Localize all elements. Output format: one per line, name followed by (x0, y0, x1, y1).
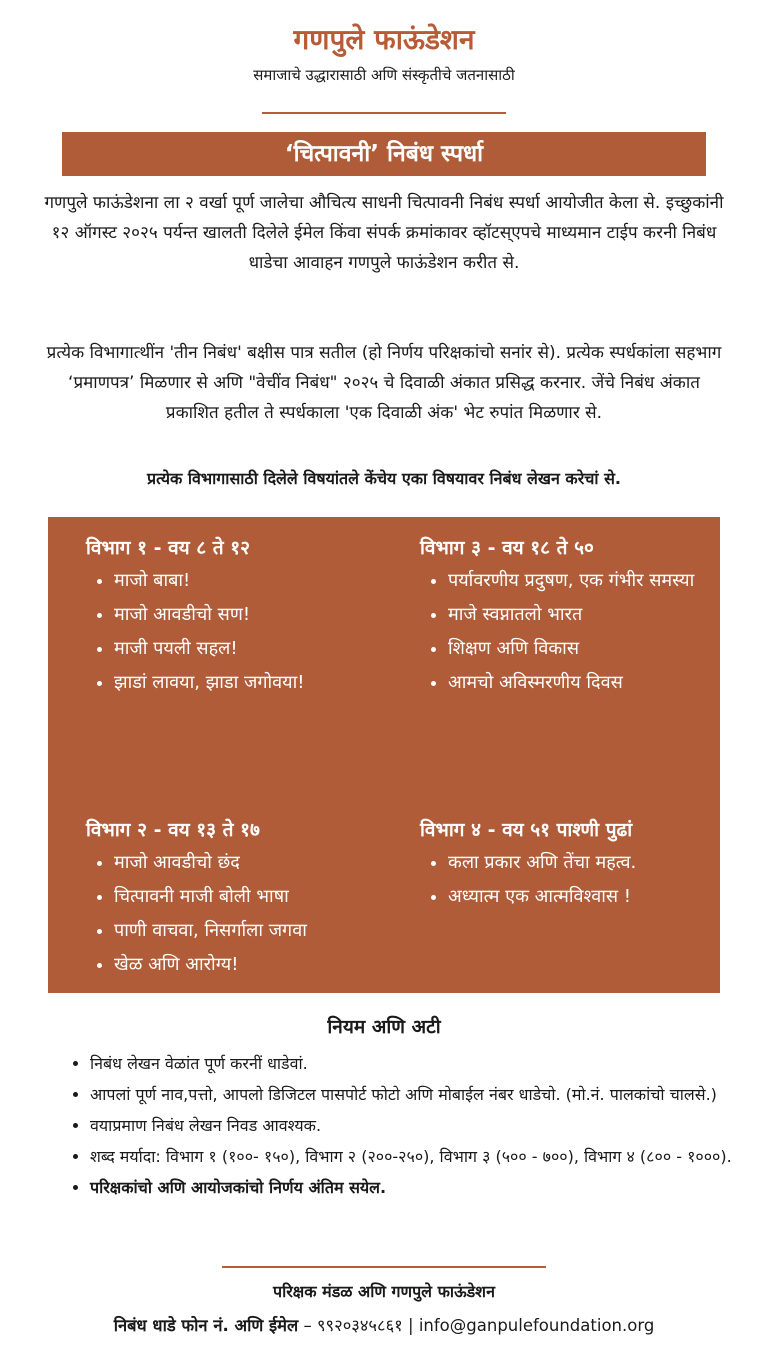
header-divider (262, 112, 506, 114)
topic-item: • माजो आवडीचो छंद (114, 846, 396, 880)
rule-item: • आपलां पूर्ण नाव,पत्तो, आपलो डिजिटल पासपोर्ट फोटो अणि मोबाईल नंबर धाडेचो. (मो.नं. पालकांचो चालसे.) (90, 1079, 750, 1110)
section-2-topics (86, 846, 396, 982)
rules-heading: नियम अणि अटी (327, 1016, 441, 1038)
section-4-topics (420, 846, 720, 914)
prize-paragraph: प्रत्येक विभागात्थींन 'तीन निबंध' बक्षीस पात्र सतील (हो निर्णय परिक्षकांचो सनांर से). प्रत्येक स्पर्धकांला सहभाग ‘प्रमाणपत्र’ मिळणार से अणि "वेचींव निबंध" २०२५ चे दिवाळी अंकात प्रसिद्ध करनार. जेंचे निबंध अंकात प्रकाशित हतील ते स्पर्धकाला 'एक दिवाळी अंक' भेट रुपांत मिळणार से. (46, 343, 722, 423)
topic-item: • चित्पावनी माजी बोली भाषा (114, 880, 396, 914)
contact-line (0, 1313, 768, 1339)
organization-name: गणपुले फाऊंडेशन (293, 23, 475, 56)
footer-divider (222, 1266, 546, 1268)
instruction-text: प्रत्येक विभागासाठी दिलेले विषयांतले केंचेय एका विषयावर निबंध लेखन करेचां से. (146, 469, 622, 488)
topic-item: • खेळ अणि आरोग्य! (114, 948, 396, 982)
topic-item: • शिक्षण अणि विकास (448, 632, 710, 666)
section-4 (420, 814, 720, 914)
contact-email[interactable]: info@ganpulefoundation.org (418, 1316, 655, 1335)
rule-item: • वयाप्रमाण निबंध लेखन निवड आवश्यक. (90, 1110, 750, 1141)
topic-item: • कला प्रकार अणि तेंचा महत्व. (448, 846, 720, 880)
section-4-title: विभाग ४ - वय ५१ पाश्णी पुढां (420, 819, 633, 841)
section-2-title: विभाग २ - वय १३ ते १७ (86, 819, 260, 841)
intro-paragraph: गणपुले फाऊंडेशना ला २ वर्खा पूर्ण जालेचा औचित्य साधनी चित्पावनी निबंध स्पर्धा आयोजीत केला से. इच्छुकांनी १२ ऑगस्ट २०२५ पर्यन्त खालती दिलेले ईमेल किंवा संपर्क क्रमांकावर व्हॉटस्एपचे माध्यमान टाईप करनी निबंध धाडेचा आवाहन गणपुले फाऊंडेशन करीत से. (44, 193, 724, 273)
competition-title-banner: ‘चित्पावनी’ निबंध स्पर्धा (62, 132, 706, 176)
topic-item: • माजो आवडीचो सण! (114, 598, 366, 632)
sections-panel (48, 517, 720, 993)
rule-item-final-decision: • परिक्षकांचो अणि आयोजकांचो निर्णय अंतिम सयेल. (90, 1172, 750, 1203)
footer-organization: परिक्षक मंडळ अणि गणपुले फाऊंडेशन (273, 1282, 495, 1301)
contact-label: निबंध धाडे फोन नं. अणि ईमेल (113, 1316, 299, 1335)
contact-divider: | (402, 1316, 419, 1335)
topic-item: • माजो बाबा! (114, 564, 366, 598)
rule-item: • शब्द मर्यादा: विभाग १ (१००- १५०), विभाग २ (२००-२५०), विभाग ३ (५०० - ७००), विभाग ४ (८०० - १०००). (90, 1141, 750, 1172)
section-3-title: विभाग ३ - वय १८ ते ५० (420, 537, 594, 559)
topic-item: • अध्यात्म एक आत्मविश्वास ! (448, 880, 720, 914)
tagline: समाजाचे उद्धारासाठी अणि संस्कृतीचे जतनासाठी (253, 66, 515, 84)
section-3 (420, 532, 710, 700)
rules-list (64, 1048, 750, 1203)
topic-item: • झाडां लावया, झाडा जगोवया! (114, 666, 366, 700)
topic-item: • माजे स्वप्नातलो भारत (448, 598, 710, 632)
section-3-topics (420, 564, 710, 700)
topic-item: • पाणी वाचवा, निसर्गाला जगवा (114, 914, 396, 948)
section-1-title: विभाग १ - वय ८ ते १२ (86, 537, 250, 559)
section-2 (86, 814, 396, 982)
topic-item: • आमचो अविस्मरणीय दिवस (448, 666, 710, 700)
topic-item: • पर्यावरणीय प्रदुषण, एक गंभीर समस्या (448, 564, 710, 598)
section-1 (86, 532, 366, 700)
section-1-topics (86, 564, 366, 700)
contact-separator: – (298, 1316, 317, 1335)
topic-item: • माजी पयली सहल! (114, 632, 366, 666)
rule-item: • निबंध लेखन वेळांत पूर्ण करनीं धाडेवां. (90, 1048, 750, 1079)
contact-phone[interactable]: ९९२०३४५८६१ (316, 1316, 403, 1335)
